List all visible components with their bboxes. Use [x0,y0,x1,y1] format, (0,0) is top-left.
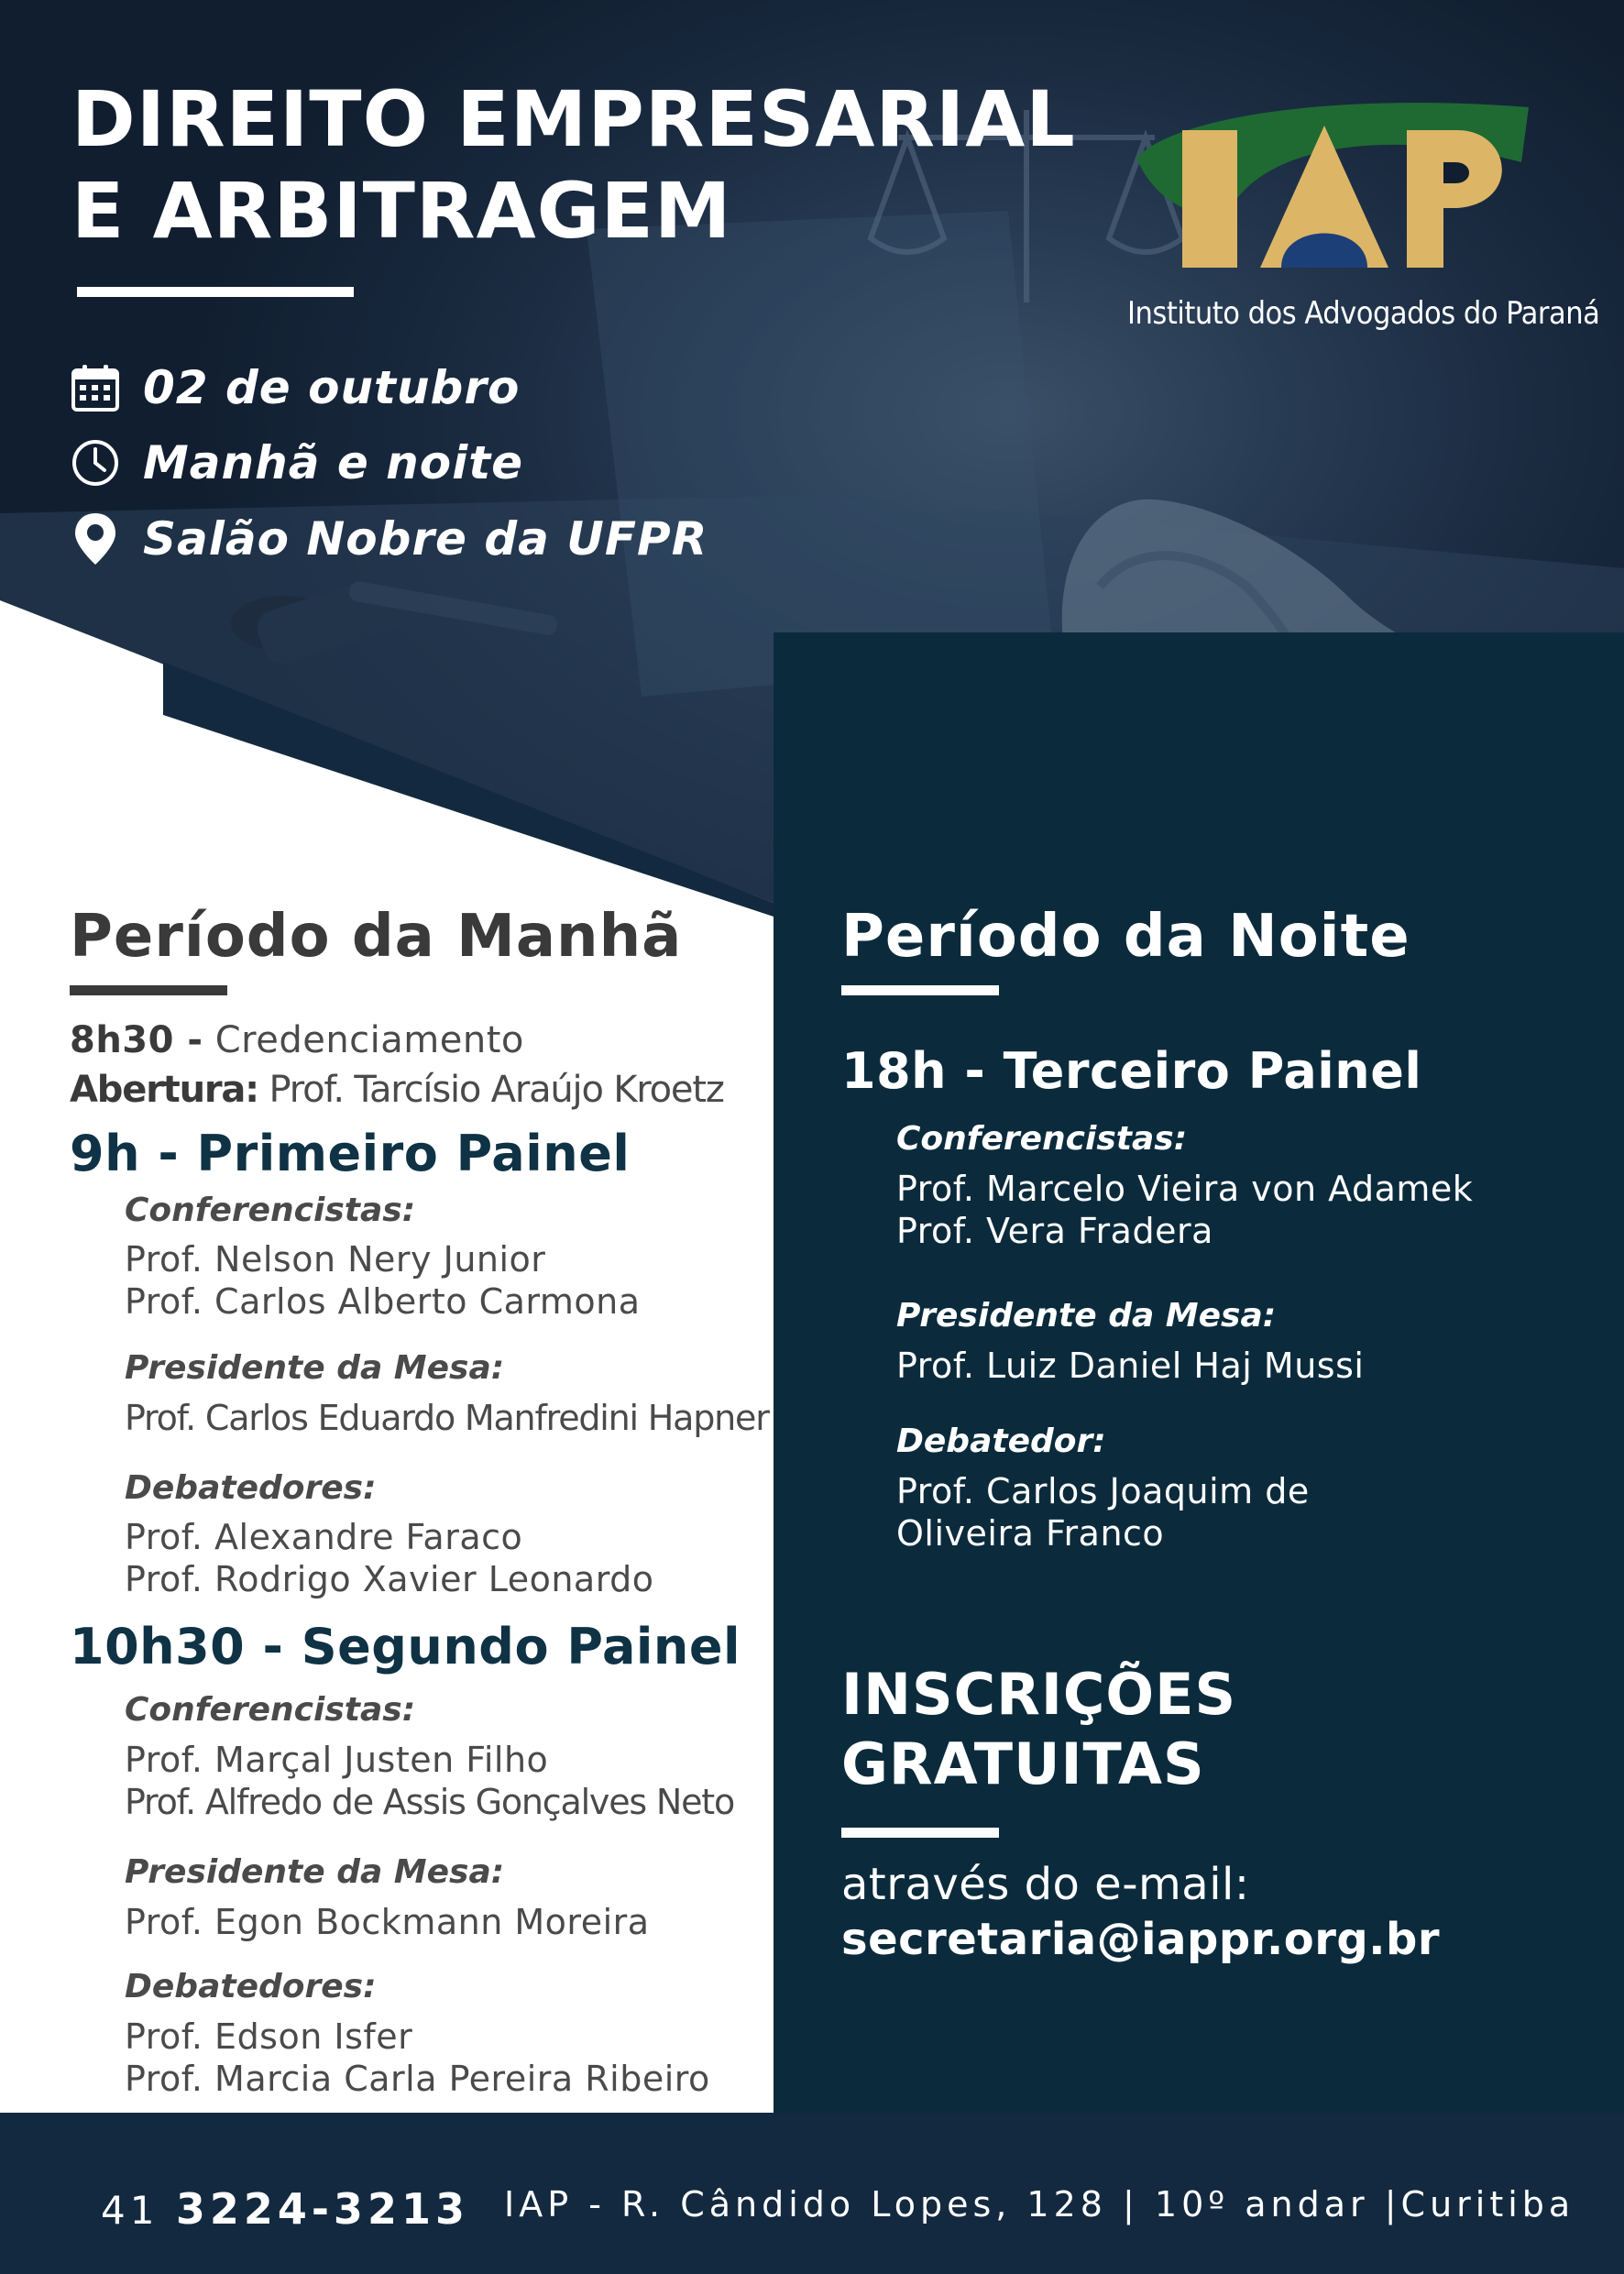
panel3-title: 18h - Terceiro Painel [841,1042,1422,1100]
event-title-line1: DIREITO EMPRESARIAL [71,74,1076,164]
panel1-speakers-label: Conferencistas: [125,1192,416,1229]
opening-label: Abertura: [70,1069,258,1111]
registration-title-line1: INSCRIÇÕES [841,1661,1237,1728]
panel2-chair-label: Presidente da Mesa: [125,1853,505,1891]
night-title-rule [841,985,999,995]
event-venue: Salão Nobre da UFPR [143,512,708,566]
panel2-speaker-2: Prof. Alfredo de Assis Gonçalves Neto [125,1782,735,1822]
calendar-icon [70,362,121,413]
panel3-debater-line-2: Oliveira Franco [896,1513,1165,1554]
accreditation-line [70,1019,524,1061]
panel1-chair: Prof. Carlos Eduardo Manfredini Hapner [125,1398,769,1438]
iap-logo-mark [1127,75,1540,295]
panel3-chair-label: Presidente da Mesa: [896,1297,1277,1335]
venue-row [70,507,708,571]
period-row [70,431,523,495]
panel2-debaters-label: Debatedores: [125,1968,377,2005]
registration-title-line2: GRATUITAS [841,1730,1205,1797]
panel1-title: 9h - Primeiro Painel [70,1125,631,1182]
panel2-speaker-1: Prof. Marçal Justen Filho [125,1740,549,1780]
panel2-debater-1: Prof. Edson Isfer [125,2016,413,2057]
panel3-speakers-label: Conferencistas: [896,1120,1188,1158]
event-period: Manhã e noite [143,436,524,489]
morning-title: Período da Manhã [70,903,683,971]
location-pin-icon [70,513,121,565]
panel3-debater-line-1: Prof. Carlos Joaquim de [896,1471,1310,1511]
opening-line [70,1069,724,1111]
footer-address: IAP - R. Cândido Lopes, 128 | 10º andar |Curitiba [504,2184,1575,2225]
registration-rule [841,1828,999,1838]
panel2-debater-2: Prof. Marcia Carla Pereira Ribeiro [125,2059,710,2099]
panel1-speaker-2: Prof. Carlos Alberto Carmona [125,1281,641,1322]
morning-title-rule [70,985,227,995]
logo-tagline: Instituto dos Advogados do Paraná [1127,295,1600,332]
footer-phone-number: 3224-3213 [175,2184,469,2234]
night-title: Período da Noite [841,903,1410,971]
panel3-speaker-2: Prof. Vera Fradera [896,1211,1213,1251]
panel3-speaker-1: Prof. Marcelo Vieira von Adamek [896,1169,1474,1209]
panel1-debater-1: Prof. Alexandre Faraco [125,1517,523,1557]
registration-email[interactable]: secretaria@iappr.org.br [841,1914,1441,1965]
panel1-debater-2: Prof. Rodrigo Xavier Leonardo [125,1559,654,1599]
title-underline [77,287,354,297]
date-row [70,356,520,420]
panel3-chair: Prof. Luiz Daniel Haj Mussi [896,1346,1365,1386]
panel3-debater-label: Debatedor: [896,1423,1106,1460]
panel1-chair-label: Presidente da Mesa: [125,1349,505,1387]
event-date: 02 de outubro [143,361,521,414]
registration-via: através do e-mail: [841,1859,1250,1910]
clock-icon [70,437,121,489]
panel1-debaters-label: Debatedores: [125,1469,377,1507]
accreditation-time: 8h30 - [70,1019,203,1061]
footer-area-code: 41 [101,2188,159,2233]
panel2-speakers-label: Conferencistas: [125,1691,416,1729]
panel1-speaker-1: Prof. Nelson Nery Junior [125,1239,546,1280]
opening-name: Prof. Tarcísio Araújo Kroetz [269,1069,724,1111]
accreditation-label: Credenciamento [214,1019,524,1061]
panel2-chair: Prof. Egon Bockmann Moreira [125,1902,650,1942]
footer-phone [101,2184,469,2234]
panel2-title: 10h30 - Segundo Painel [70,1618,741,1675]
event-title-line2: E ARBITRAGEM [71,166,732,256]
